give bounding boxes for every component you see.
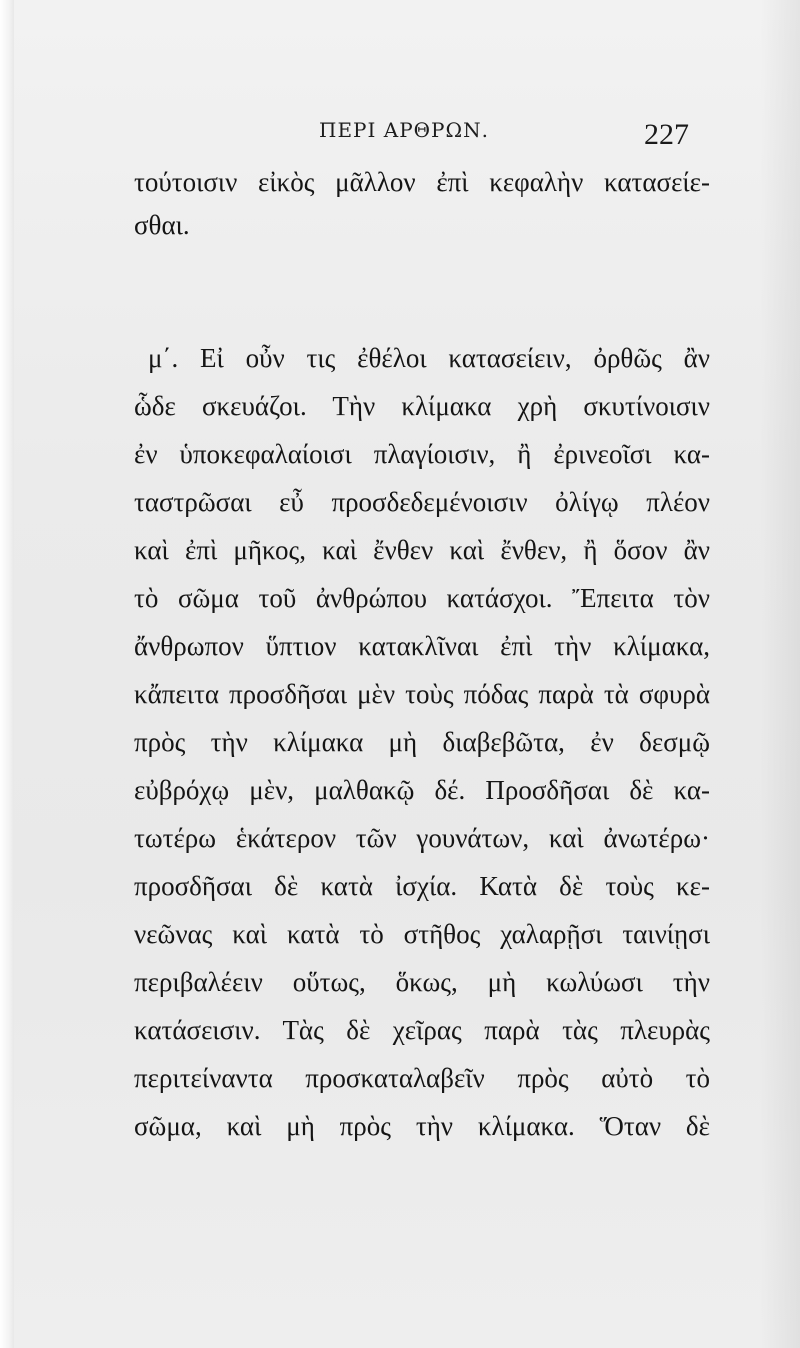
text-line: καὶ ἐπὶ μῆκος, καὶ ἔνθεν καὶ ἔνθεν, ἢ ὅσον ἂν — [134, 535, 710, 565]
book-page — [14, 0, 800, 1348]
text-line: κατάσεισιν. Τὰς δὲ χεῖρας παρὰ τὰς πλευρὰς — [134, 1015, 710, 1045]
text-line: ἄνθρωπον ὕπτιον κατακλῖναι ἐπὶ τὴν κλίμακα, — [134, 631, 710, 661]
text-line: νεῶνας καὶ κατὰ τὸ στῆθος χαλαρῇσι ταινίῃσι — [134, 919, 710, 949]
text-line: τὸ σῶμα τοῦ ἀνθρώπου κατάσχοι. Ἔπειτα τὸν — [134, 583, 710, 613]
text-line: προσδῆσαι δὲ κατὰ ἰσχία. Κατὰ δὲ τοὺς κε- — [134, 871, 710, 901]
text-line: ταστρῶσαι εὖ προσδεδεμένοισιν ὀλίγῳ πλέον — [134, 487, 710, 517]
text-line: περιβαλέειν οὕτως, ὅκως, μὴ κωλύωσι τὴν — [134, 967, 710, 997]
text-line: εὐβρόχῳ μὲν, μαλθακῷ δέ. Προσδῆσαι δὲ κα- — [134, 775, 710, 805]
running-title: ΠΕΡΙ ΑΡΘΡΩΝ. — [319, 118, 489, 142]
text-line: ὧδε σκευάζοι. Τὴν κλίμακα χρὴ σκυτίνοισιν — [134, 391, 710, 421]
section-heading-line: μ΄. Εἰ οὖν τις ἐθέλοι κατασείειν, ὀρθῶς ἂν — [148, 343, 710, 373]
text-line: περιτείναντα προσκαταλαβεῖν πρὸς αὐτὸ τὸ — [134, 1063, 710, 1093]
text-line: σθαι. — [134, 210, 190, 240]
page-number: 227 — [644, 118, 689, 151]
text-line: ἐν ὑποκεφαλαίοισι πλαγίοισιν, ἢ ἐρινεοῖσι κα- — [134, 439, 710, 469]
text-line: σῶμα, καὶ μὴ πρὸς τὴν κλίμακα. Ὅταν δὲ — [134, 1111, 710, 1141]
text-line: πρὸς τὴν κλίμακα μὴ διαβεβῶτα, ἐν δεσμῷ — [134, 727, 710, 757]
text-line: κἄπειτα προσδῆσαι μὲν τοὺς πόδας παρὰ τὰ σφυρὰ — [134, 679, 710, 709]
text-line: τούτοισιν εἰκὸς μᾶλλον ἐπὶ κεφαλὴν κατασείε- — [134, 167, 710, 197]
text-line: τωτέρω ἑκάτερον τῶν γουνάτων, καὶ ἀνωτέρω· — [134, 823, 710, 853]
scan-margin — [0, 0, 14, 1348]
